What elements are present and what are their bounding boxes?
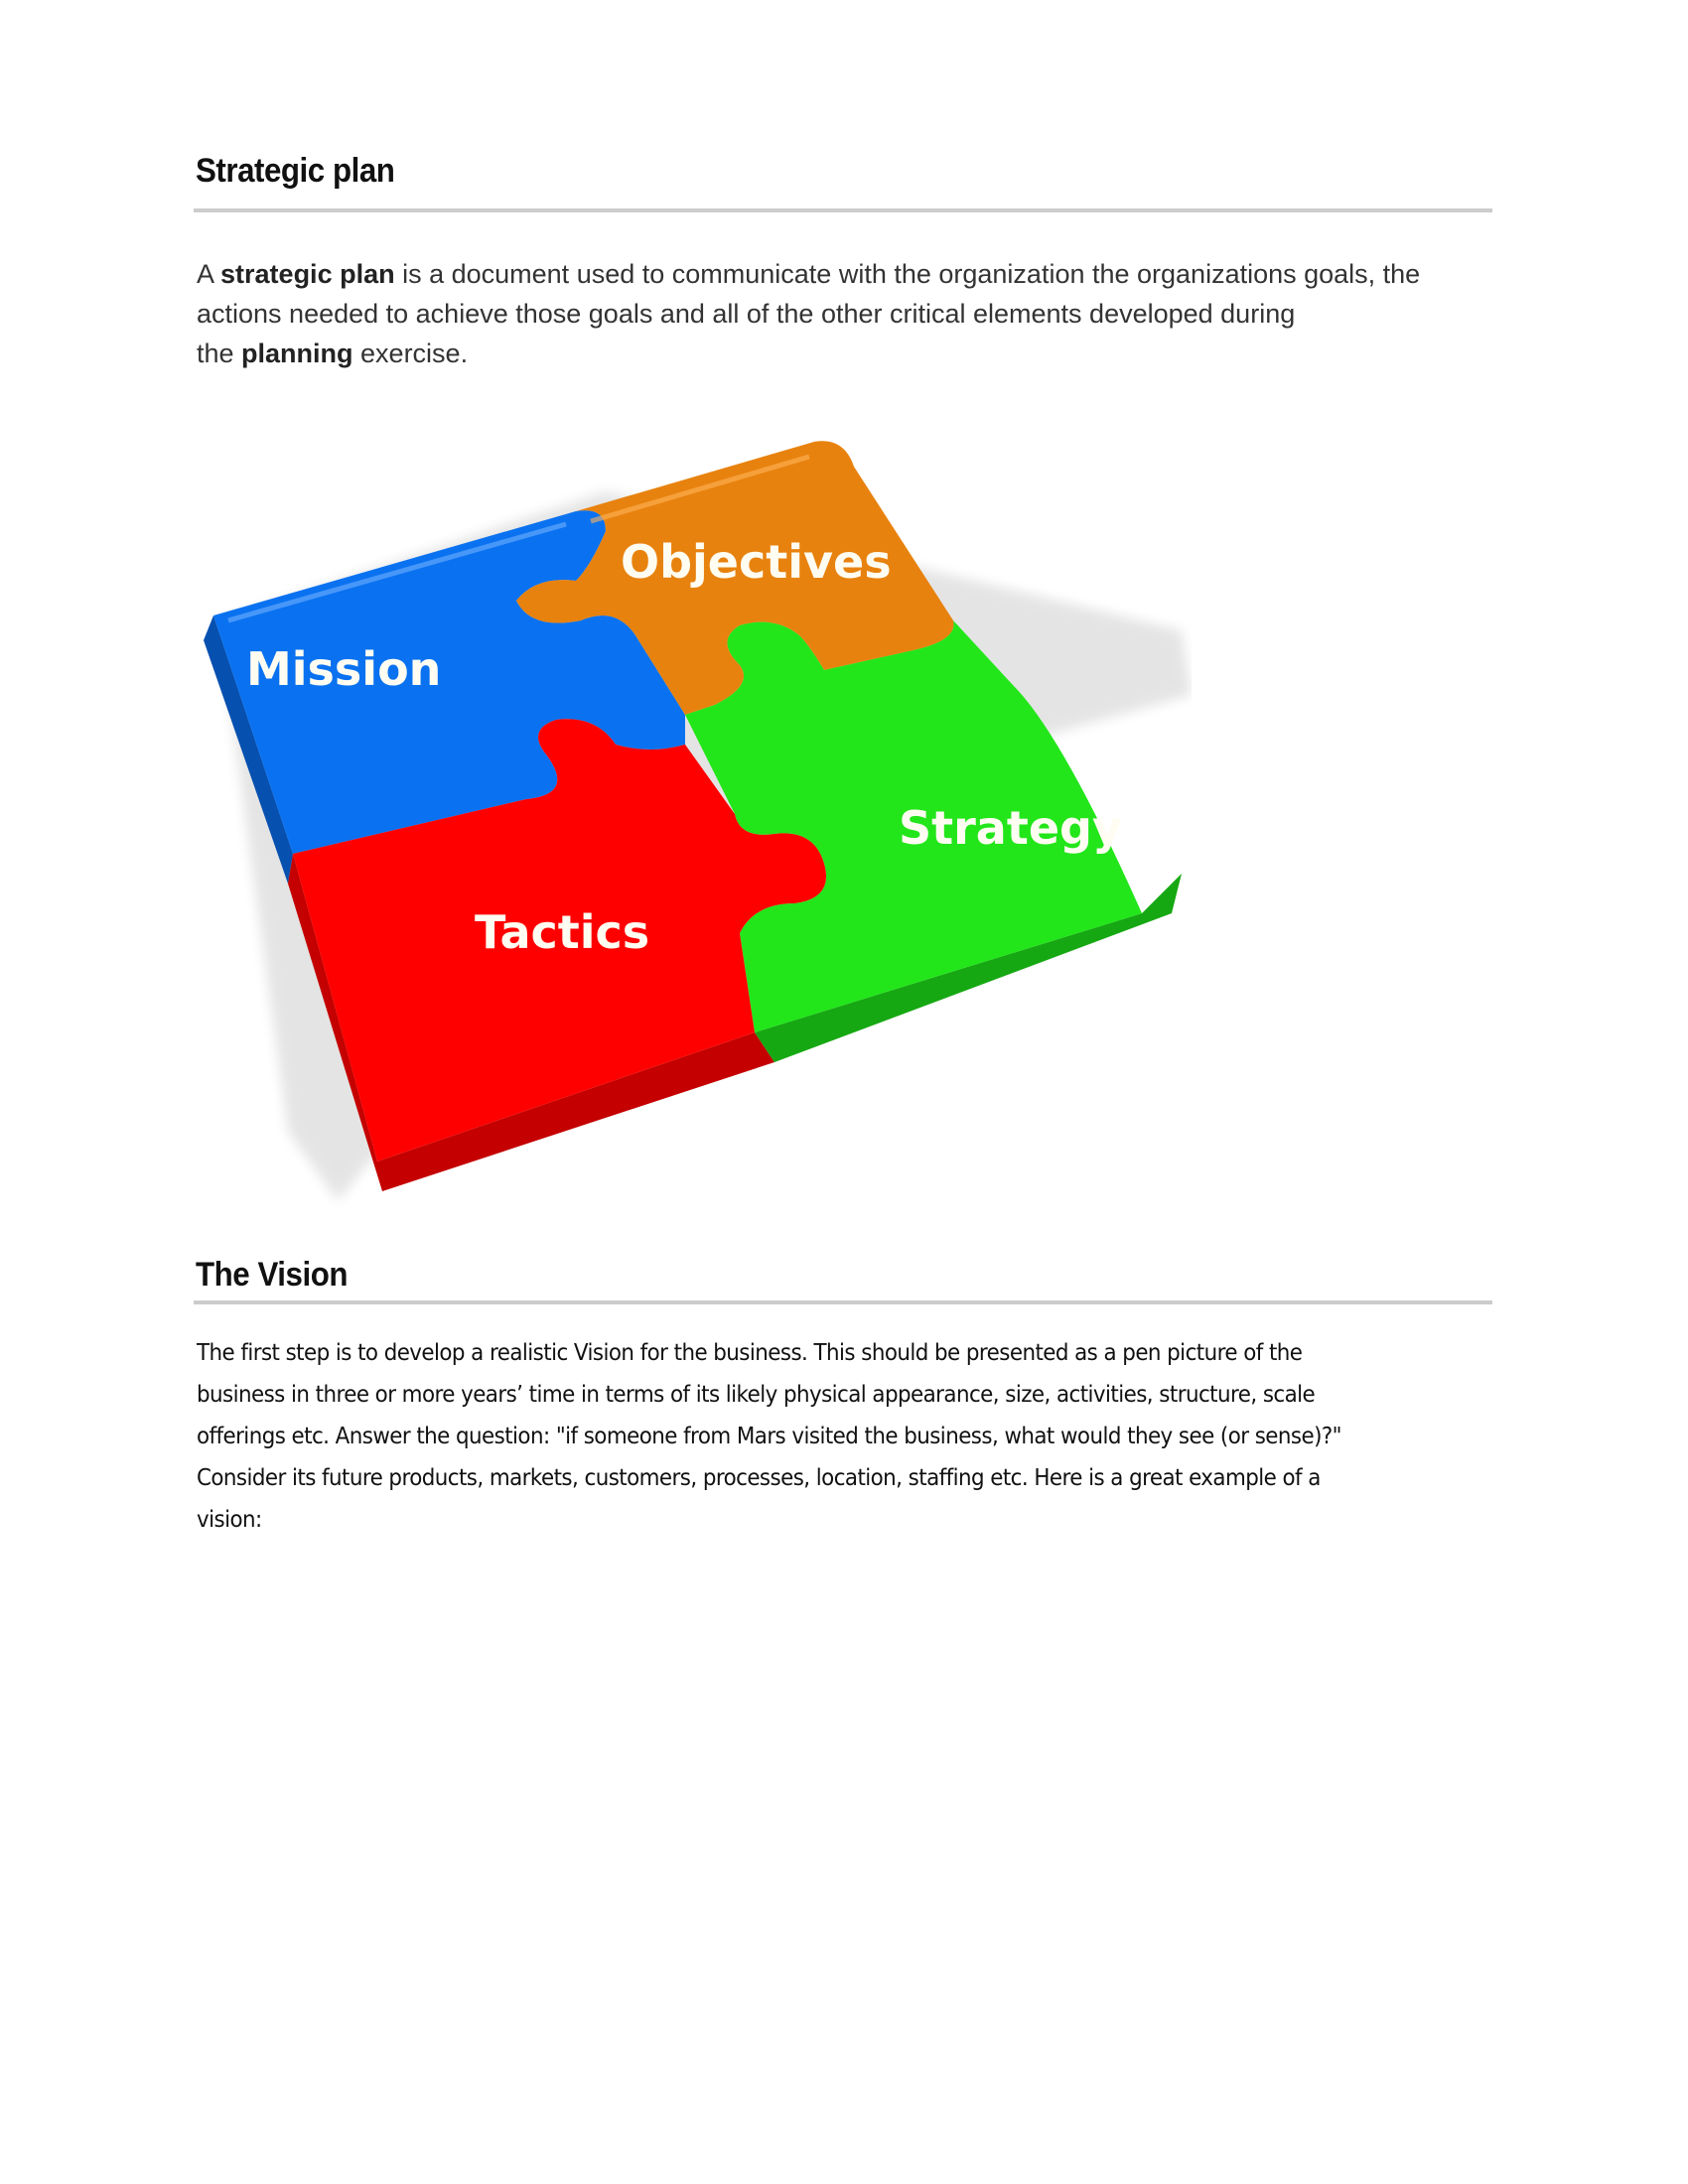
heading-the-vision: The Vision [196,1256,348,1294]
bold-term-strategic-plan: strategic plan [220,259,395,289]
vision-line: Consider its future products, markets, customers, processes, location, staffing etc. Here is a great example of a [197,1465,1321,1491]
puzzle-figure [199,417,1192,1211]
heading-rule [194,1300,1492,1304]
heading-strategic-plan: Strategic plan [196,152,395,190]
bold-term-planning: planning [241,339,353,368]
text: is a document used to communicate with the organization the organizations goals, the [394,259,1421,289]
text: A [197,259,221,289]
label-objectives: Objectives [621,535,892,589]
label-tactics: Tactics [475,905,650,959]
vision-line: The first step is to develop a realistic Vision for the business. This should be presented as a pen picture of the [197,1340,1303,1366]
heading-rule [194,208,1492,212]
text: actions needed to achieve those goals and all of the other critical elements developed during [197,299,1296,329]
vision-line: offerings etc. Answer the question: "if someone from Mars visited the business, what would they see (or sense)?" [197,1424,1341,1449]
label-strategy: Strategy [899,801,1122,855]
strategic-plan-paragraph [197,254,1507,373]
text: exercise. [352,339,469,368]
vision-paragraph [197,1332,1416,1541]
vision-line: vision: [197,1507,262,1533]
vision-line: business in three or more years’ time in terms of its likely physical appearance, size, activities, structure, scale [197,1382,1316,1408]
text: the [197,339,242,368]
label-mission: Mission [246,642,442,696]
